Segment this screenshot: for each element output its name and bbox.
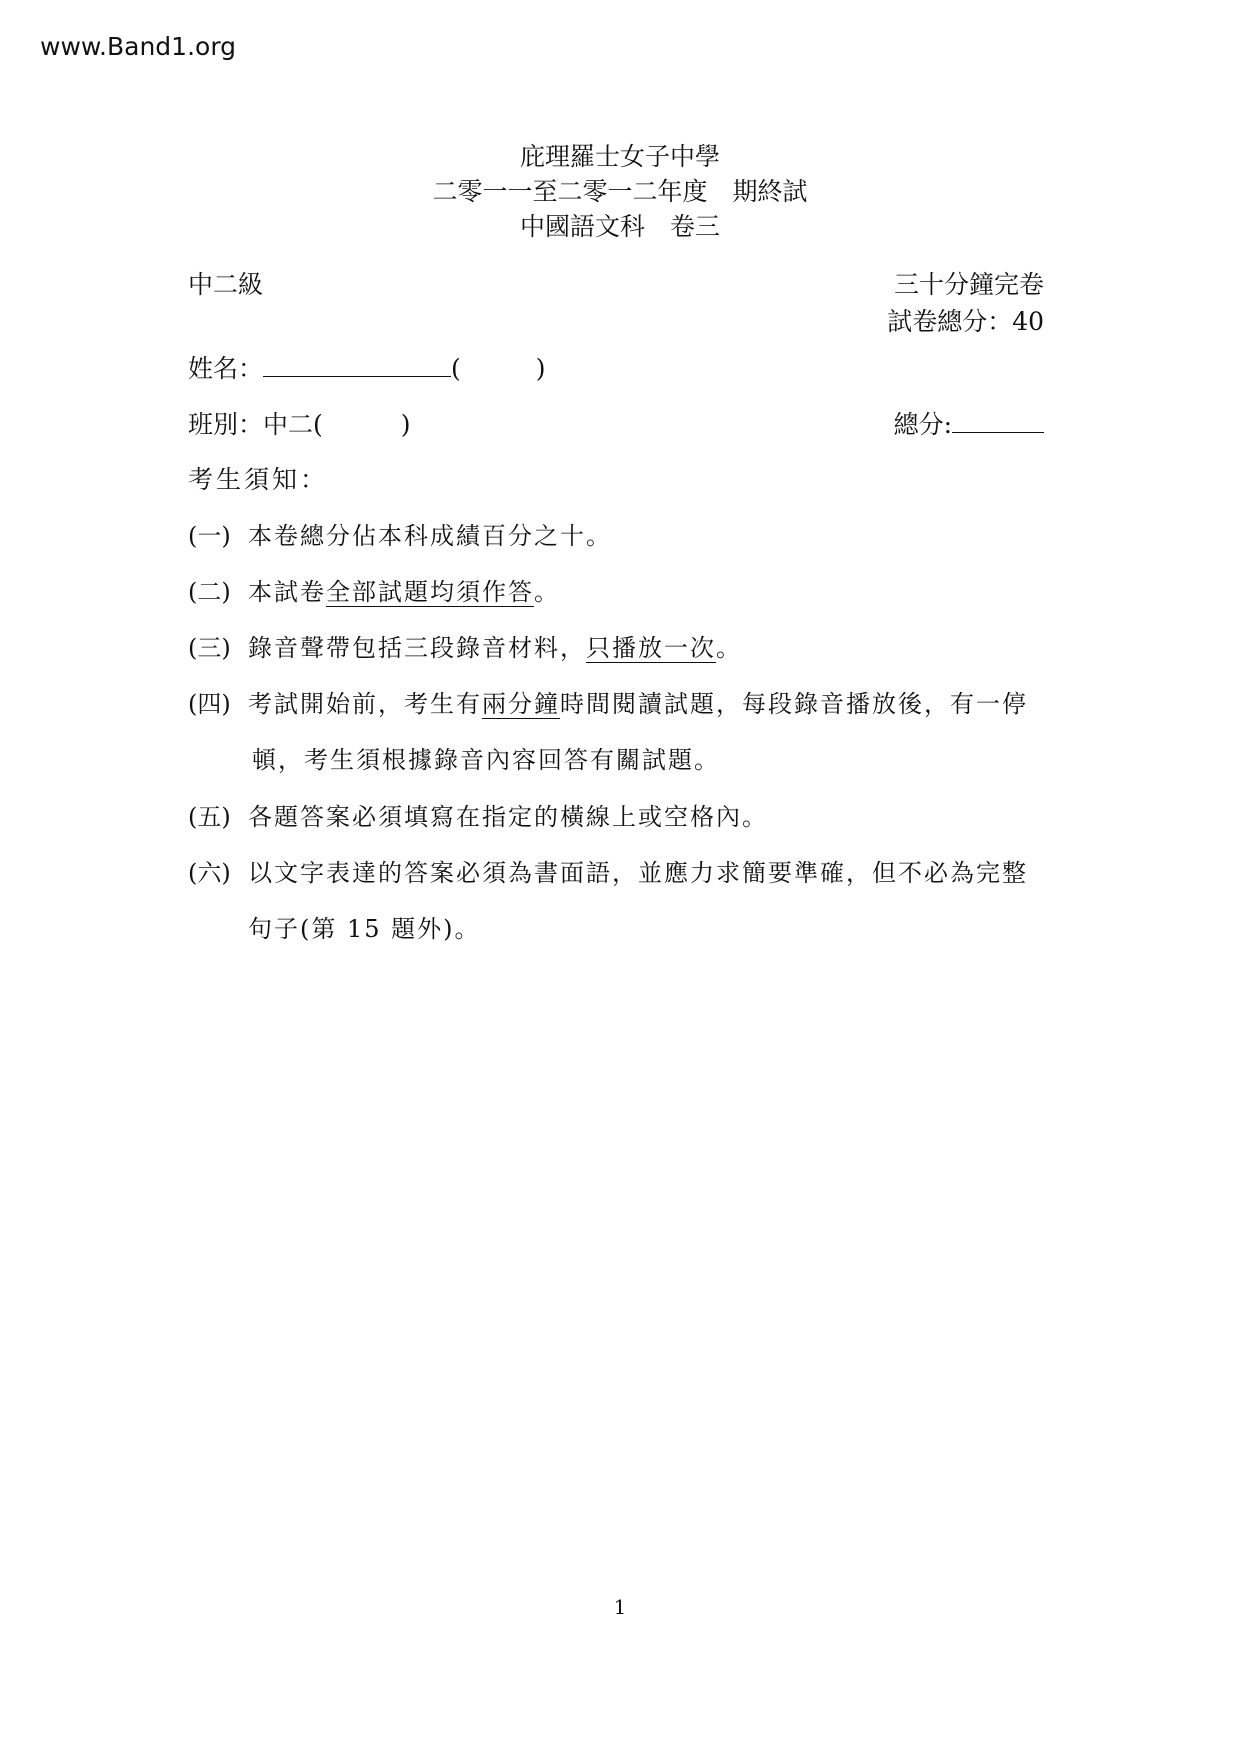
class-row [188, 405, 411, 441]
name-blank[interactable] [263, 354, 451, 377]
page-number: 1 [613, 1595, 627, 1619]
notice-item [188, 797, 768, 832]
watermark: www.Band1.org [40, 32, 237, 61]
class-close-paren: ) [400, 410, 411, 439]
notice-item [188, 516, 612, 551]
notice-item-number: (六) [188, 859, 231, 887]
notice-item-text: 。 [534, 578, 560, 606]
notice-item-text: 以文字表達的答案必須為書面語，並應力求簡要準確，但不必為完整 [248, 859, 1028, 887]
notice-item-number: (四) [188, 690, 231, 718]
notice-item-number: (三) [188, 634, 231, 662]
notice-item [188, 684, 1028, 719]
name-row [188, 349, 546, 385]
notice-item [188, 853, 1028, 888]
grade-level: 中二級 [188, 270, 264, 299]
school-name: 庇理羅士女子中學 [519, 142, 720, 171]
score-row [894, 405, 1044, 441]
notice-item-text: 時間閱讀試題，每段錄音播放後，有一停 [560, 690, 1028, 718]
emphasized-text: 全部試題均須作答 [326, 578, 534, 606]
notice-item-text: 本試卷 [248, 578, 326, 606]
notice-title: 考生須知： [188, 465, 329, 494]
duration: 三十分鐘完卷 [893, 270, 1044, 299]
subject-title: 中國語文科 卷三 [519, 212, 720, 241]
notice-item-text: 。 [716, 634, 742, 662]
score-label: 總分: [893, 410, 952, 439]
notice-item [188, 572, 560, 607]
notice-item-text: 錄音聲帶包括三段錄音材料， [248, 634, 586, 662]
notice-item [188, 628, 742, 663]
exam-term: 二零一一至二零一二年度 期終試 [432, 177, 808, 206]
emphasized-text: 兩分鐘 [482, 690, 560, 718]
notice-item-number: (一) [188, 522, 231, 550]
notice-item-continuation: 句子(第 15 題外)。 [248, 915, 481, 943]
notice-item-number: (二) [188, 578, 231, 606]
notice-item-text: 考試開始前，考生有 [248, 690, 482, 718]
total-score: 試卷總分：40 [887, 307, 1044, 336]
score-blank[interactable] [952, 410, 1044, 433]
class-number-paren: ( ) [451, 354, 546, 383]
notice-item-text: 本卷總分佔本科成績百分之十。 [248, 522, 612, 550]
name-label: 姓名： [188, 354, 264, 383]
emphasized-text: 只播放一次 [586, 634, 716, 662]
notice-item-text: 各題答案必須填寫在指定的橫線上或空格內。 [248, 803, 768, 831]
notice-item-continuation: 頓，考生須根據錄音內容回答有關試題。 [252, 746, 720, 774]
notice-item-number: (五) [188, 803, 231, 831]
class-label: 班別：中二( [188, 410, 323, 439]
